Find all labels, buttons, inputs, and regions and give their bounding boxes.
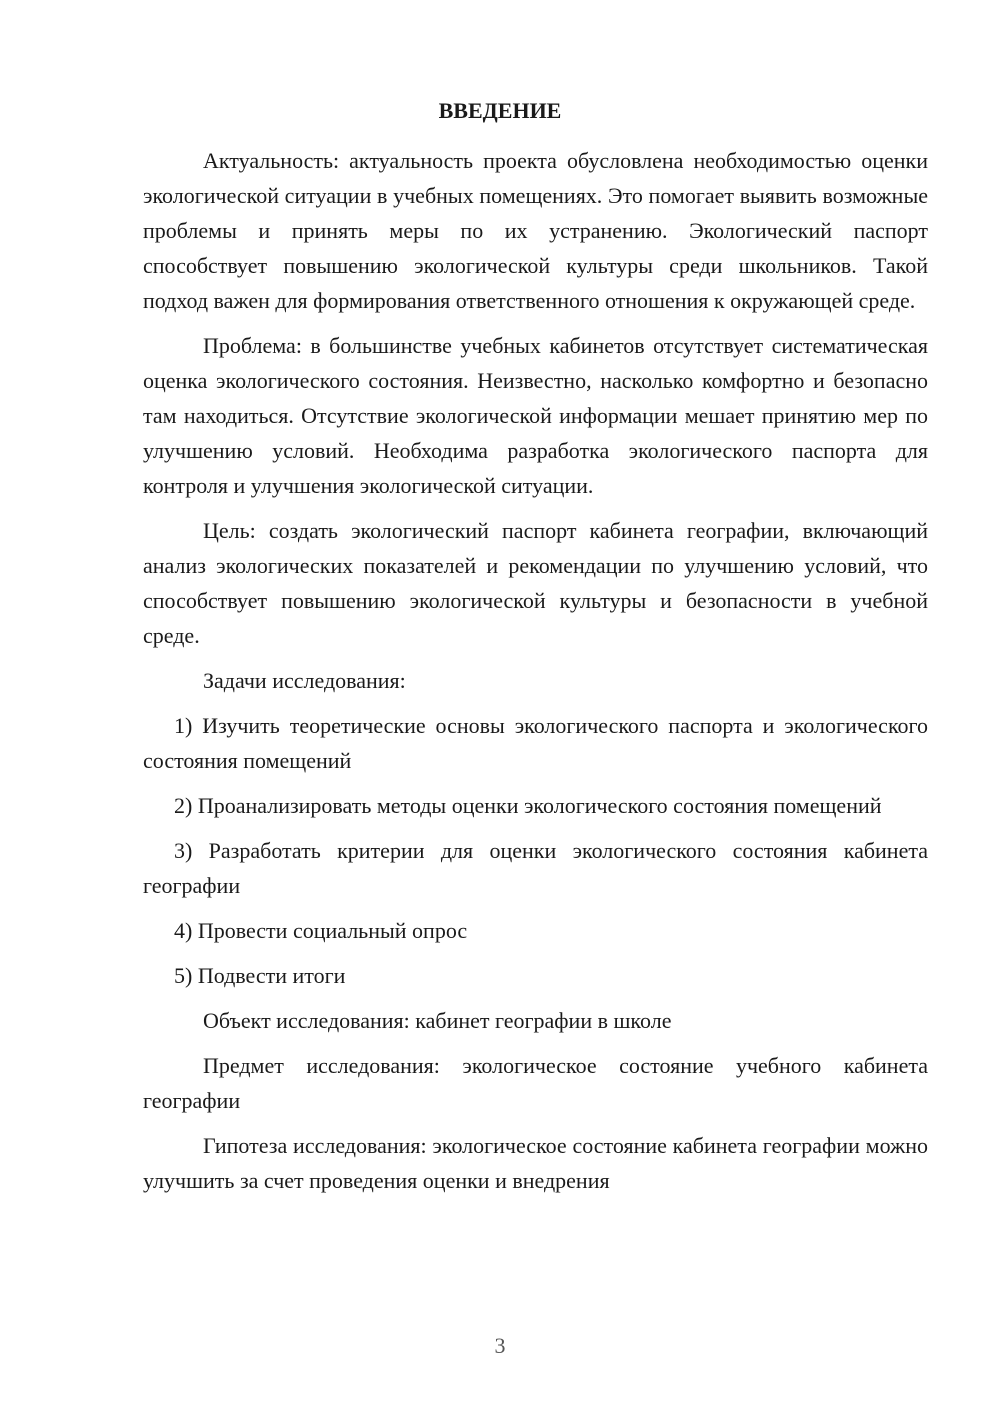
task-item-3: 3) Разработать критерии для оценки экологического состояния кабинета географии <box>143 838 928 898</box>
task-item-5: 5) Подвести итоги <box>174 963 346 988</box>
hypothesis-paragraph: Гипотеза исследования: экологическое состояние кабинета географии можно улучшить за счет проведения оценки и внедрения <box>143 1133 928 1193</box>
task-item-1: 1) Изучить теоретические основы экологического паспорта и экологического состояния помещений <box>143 713 928 773</box>
relevance-paragraph: Актуальность: актуальность проекта обусловлена необходимостью оценки экологической ситуации в учебных помещениях. Это помогает выявить возможные проблемы и принять меры по их устранению. Экологический паспорт способствует повышению экологической культуры среди школьников. Такой подход важен для формирования ответственного отношения к окружающей среде. <box>143 148 928 313</box>
problem-paragraph: Проблема: в большинстве учебных кабинетов отсутствует систематическая оценка экологического состояния. Неизвестно, насколько комфортно и безопасно там находиться. Отсутствие экологической информации мешает принятию мер по улучшению условий. Необходима разработка экологического паспорта для контроля и улучшения экологической ситуации. <box>143 333 928 498</box>
goal-paragraph: Цель: создать экологический паспорт кабинета географии, включающий анализ экологических показателей и рекомендации по улучшению условий, что способствует повышению экологической культуры и безопасности в учебной среде. <box>143 518 928 648</box>
section-heading: ВВЕДЕНИЕ <box>438 98 562 123</box>
object-paragraph: Объект исследования: кабинет географии в школе <box>203 1008 672 1033</box>
page-number: 3 <box>494 1333 506 1358</box>
body-text <box>143 143 928 1198</box>
task-item-4: 4) Провести социальный опрос <box>174 918 468 943</box>
task-item-2: 2) Проанализировать методы оценки экологического состояния помещений <box>174 793 882 818</box>
subject-paragraph: Предмет исследования: экологическое состояние учебного кабинета географии <box>143 1053 928 1113</box>
tasks-heading: Задачи исследования: <box>203 668 406 693</box>
